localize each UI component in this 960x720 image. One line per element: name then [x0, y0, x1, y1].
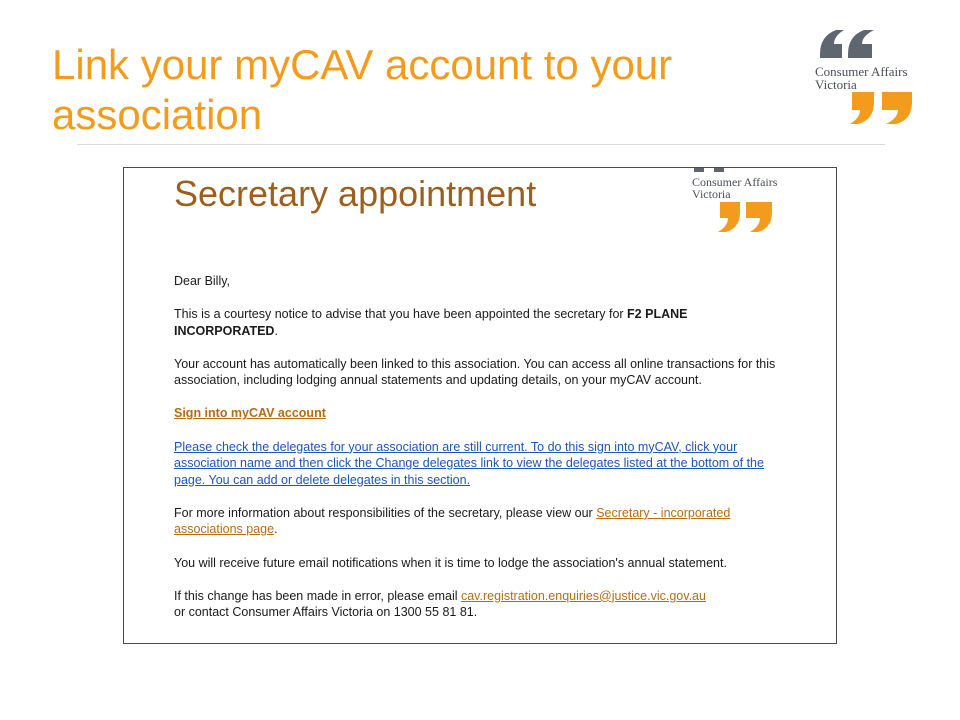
account-linked-text: Your account has automatically been linked to this association. You can access all online transactions for this association, including lodging annual statements and updating details, on your myCAV account.: [174, 356, 776, 388]
logo-org-name: Consumer Affairs Victoria: [692, 175, 778, 201]
email-screenshot: [123, 167, 837, 644]
appointment-notice: This is a courtesy notice to advise that you have been appointed the secretary for F2 PLANE INCORPORATED.: [174, 307, 688, 338]
error-contact-paragraph: If this change has been made in error, please email cav.registration.enquiries@justice.vic.gov.au or contact Consumer Affairs Victoria on 1300 55 81 81.: [174, 588, 706, 620]
delegates-paragraph: [174, 439, 794, 489]
email-heading: Secretary appointment: [174, 173, 537, 214]
email-body: [174, 273, 794, 637]
sign-in-paragraph: [174, 405, 794, 422]
title-divider: [77, 144, 885, 145]
greeting: Dear Billy,: [174, 274, 231, 288]
slide-title-line-1: Link your myCAV account to your: [52, 41, 673, 88]
secretary-page-link[interactable]: Secretary - incorporated associations page: [174, 505, 731, 537]
sign-in-link[interactable]: Sign into myCAV account: [174, 406, 326, 421]
logo-org-name: Consumer Affairs Victoria: [815, 64, 908, 92]
email-logo: [684, 168, 824, 234]
consumer-affairs-logo: [812, 30, 932, 126]
enquiries-email-link[interactable]: cav.registration.enquiries@justice.vic.gov.au: [460, 588, 706, 603]
slide-title-line-2: association: [52, 91, 263, 138]
future-notifications-text: You will receive future email notifications when it is time to lodge the association's annual statement.: [174, 555, 727, 570]
check-delegates-link[interactable]: Please check the delegates for your association are still current. To do this sign into myCAV, click your association name and then click the Change delegates link to view the delegates listed at the bottom of the page. You can add or delete delegates in this section.: [174, 439, 764, 487]
slide-title: [52, 40, 772, 140]
responsibilities-paragraph: For more information about responsibilities of the secretary, please view our Secretary - incorporated associations page.: [174, 505, 731, 537]
association-name: F2 PLANE INCORPORATED: [174, 307, 688, 338]
